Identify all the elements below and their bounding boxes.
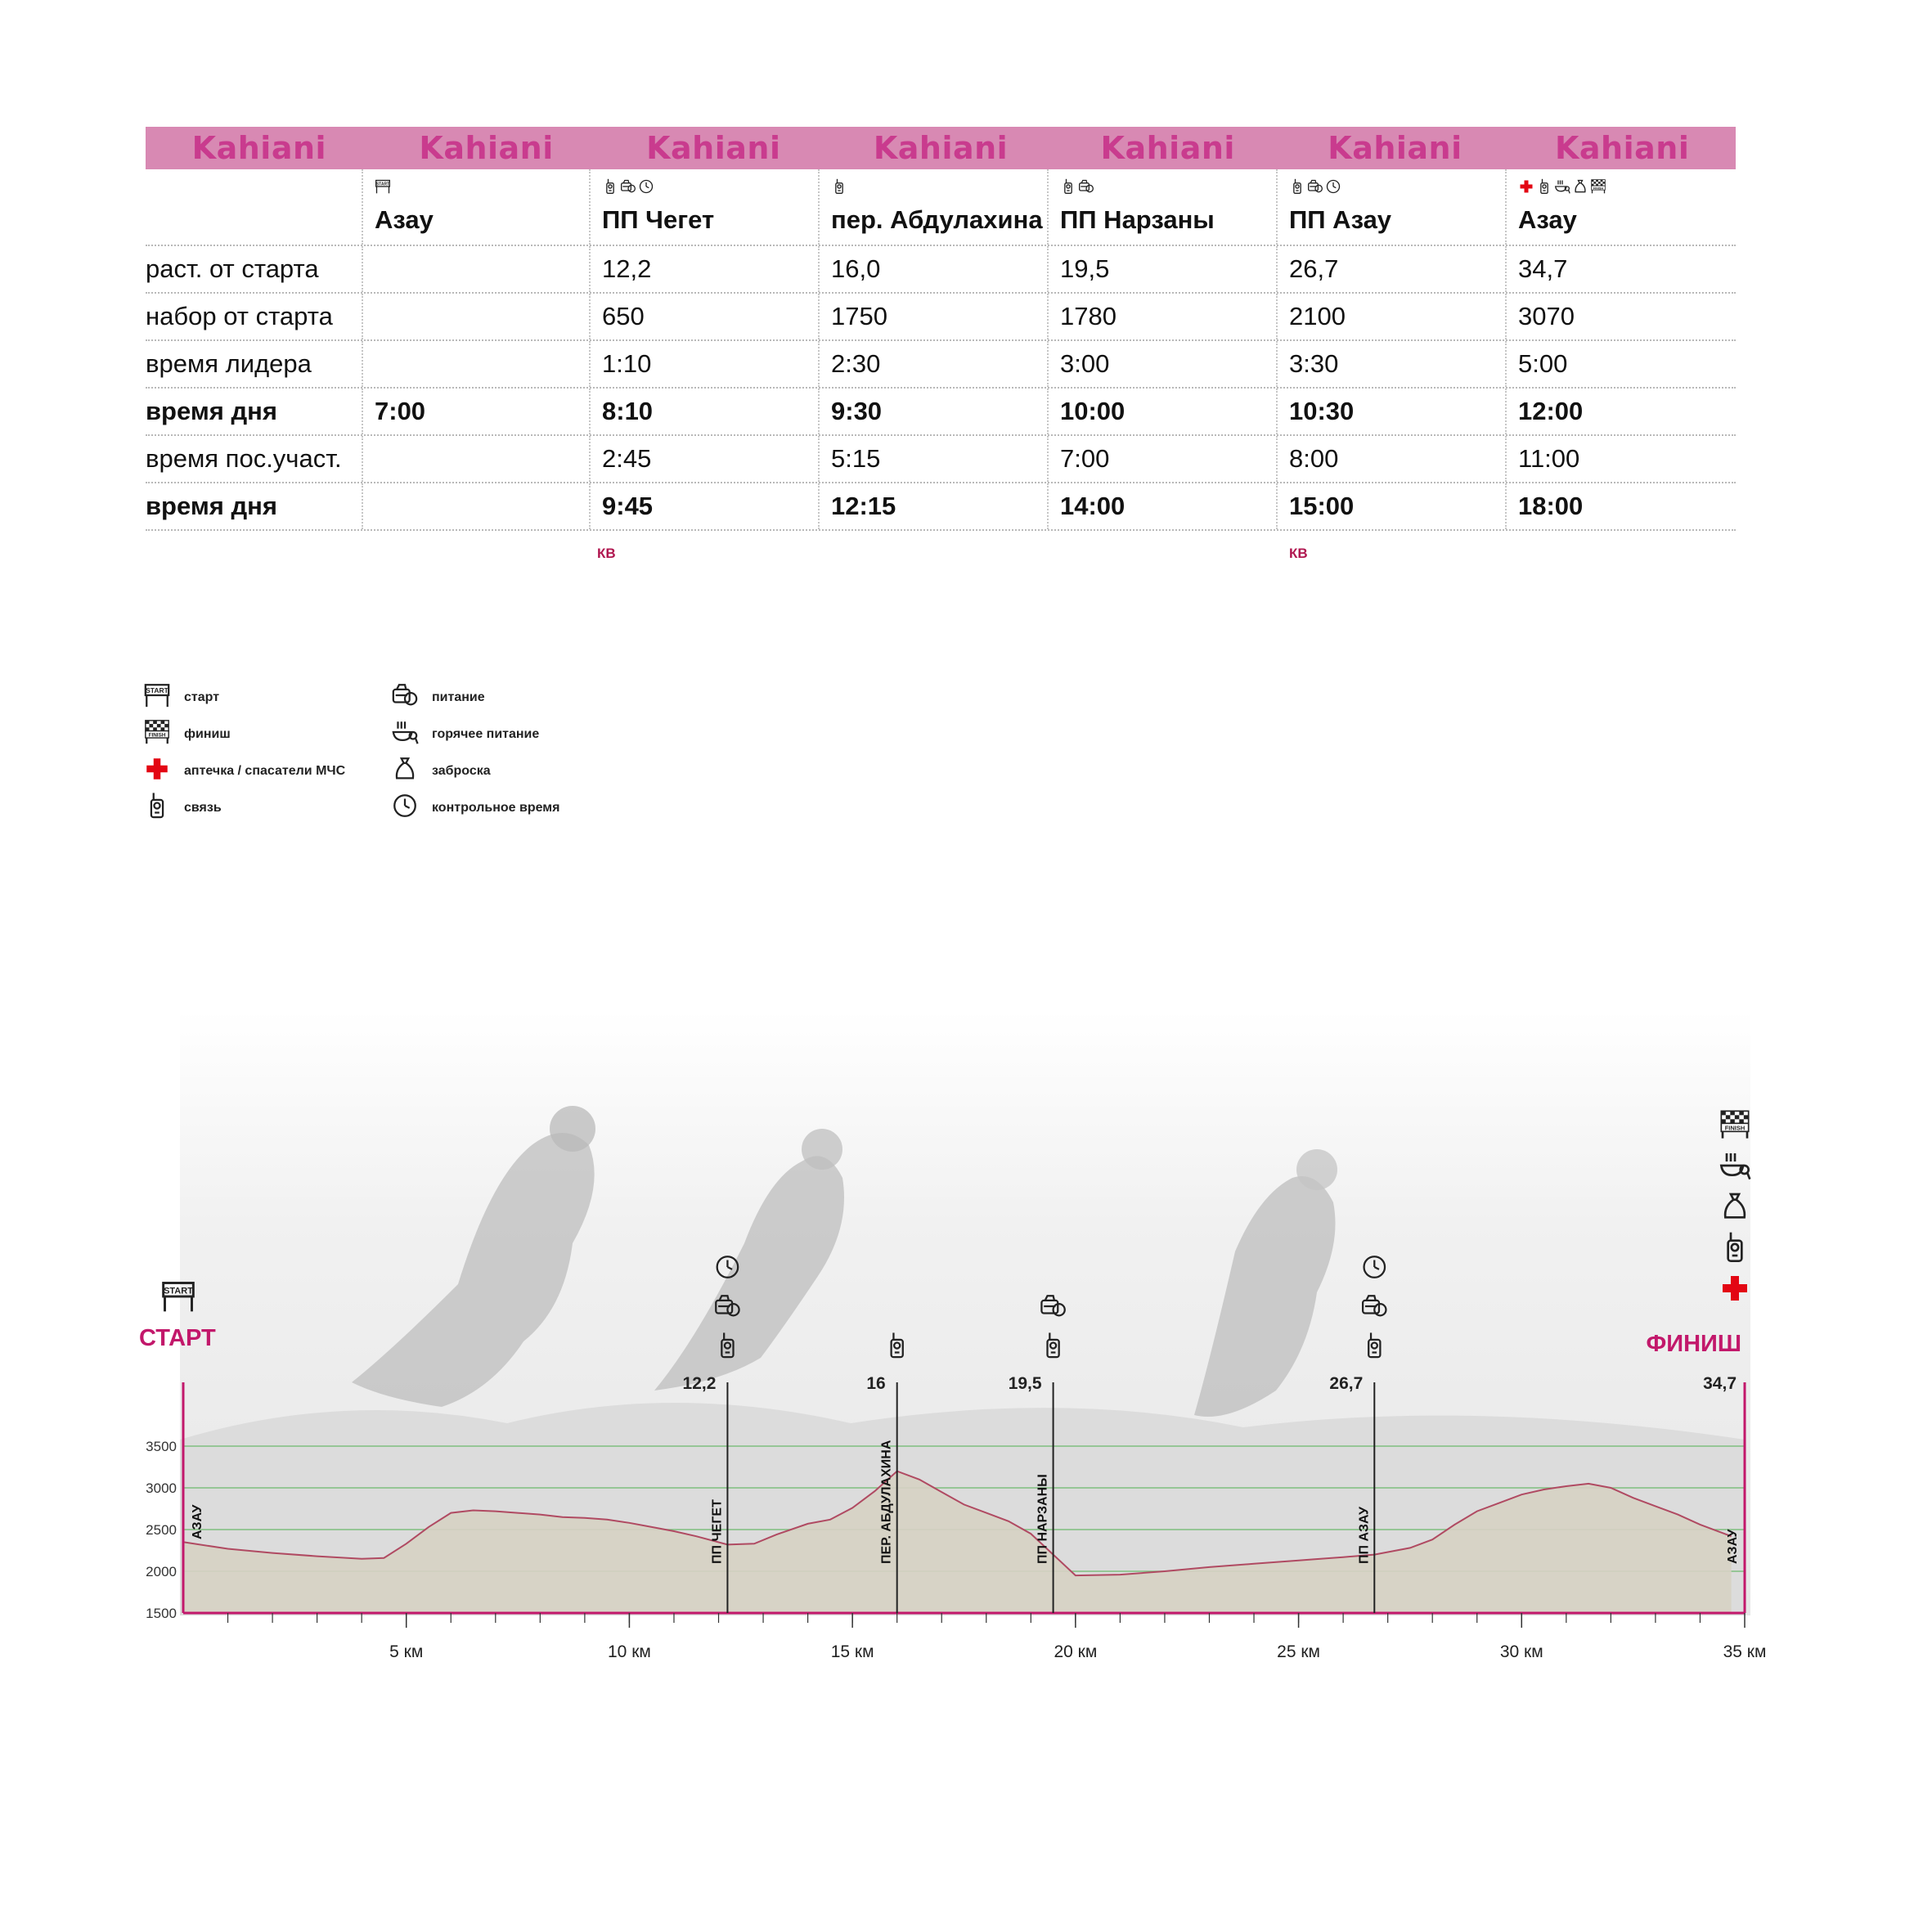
kv-mark: КВ — [597, 546, 616, 561]
legend-label: заброска — [432, 763, 491, 778]
table-cell: 10:30 — [1278, 389, 1507, 434]
svg-text:FINISH: FINISH — [148, 732, 166, 739]
table-cell: 11:00 — [1518, 444, 1580, 473]
kv-mark: КВ — [1289, 546, 1308, 561]
x-tick-label: 35 км — [1723, 1642, 1767, 1661]
x-tick-label: 15 км — [830, 1642, 874, 1661]
checkpoint-name: ПП ЧЕГЕТ — [710, 1499, 725, 1564]
table-cell: 9:30 — [820, 389, 1049, 434]
row-label: набор от старта — [146, 294, 363, 339]
svg-text:START: START — [164, 1286, 193, 1296]
brand-label: Kahiani — [1554, 130, 1690, 166]
legend-label: связь — [184, 800, 222, 815]
legend-label: горячее питание — [432, 726, 540, 741]
table-cell: 1:10 — [591, 341, 820, 387]
runner-head — [802, 1129, 842, 1170]
table-cell: 2:45 — [591, 436, 820, 482]
x-tick-label: 25 км — [1277, 1642, 1320, 1661]
checkpoint-km-label: 16 — [866, 1374, 886, 1393]
table-cell: 12,2 — [591, 246, 820, 292]
table-cell: 15:00 — [1278, 483, 1507, 529]
table-cell: 2100 — [1278, 294, 1507, 339]
table-cell: 7:00 — [363, 389, 591, 434]
point-name: ПП Азау — [1289, 205, 1392, 234]
table-cell: 2:30 — [820, 341, 1049, 387]
finish-label: ФИНИШ — [1646, 1331, 1741, 1357]
table-cell: 16,0 — [820, 246, 1049, 292]
table-cell: 7:00 — [1049, 436, 1278, 482]
y-tick-label: 2500 — [146, 1522, 177, 1538]
row-label: время дня — [146, 483, 363, 529]
point-name: Азау — [375, 205, 434, 234]
table-cell: 18:00 — [1518, 492, 1584, 520]
row-label: время лидера — [146, 341, 363, 387]
row-label: время дня — [146, 389, 363, 434]
point-name: ПП Нарзаны — [1060, 205, 1215, 234]
table-cell: 1750 — [820, 294, 1049, 339]
runner-head — [1296, 1149, 1337, 1190]
table-cell: 14:00 — [1049, 483, 1278, 529]
brand-label: Kahiani — [1328, 130, 1462, 166]
table-cell: 3070 — [1518, 302, 1575, 330]
table-cell: 5:00 — [1518, 349, 1568, 378]
table-cell: 19,5 — [1049, 246, 1278, 292]
brand-label: Kahiani — [191, 130, 327, 166]
checkpoint-km-label: 26,7 — [1329, 1374, 1364, 1393]
table-cell: 12:00 — [1518, 397, 1584, 425]
legend-label: старт — [184, 690, 220, 704]
svg-text:START: START — [375, 182, 390, 187]
y-tick-label: 3500 — [146, 1439, 177, 1454]
checkpoint-km-label: 12,2 — [682, 1374, 717, 1393]
table-cell: 3:00 — [1049, 341, 1278, 387]
legend-label: аптечка / спасатели МЧС — [184, 763, 346, 778]
checkpoint-name: ПЕР. АБДУЛАХИНА — [879, 1440, 894, 1564]
checkpoint-name: ПП АЗАУ — [1357, 1507, 1372, 1564]
legend-label: финиш — [184, 726, 231, 741]
legend-label: питание — [432, 690, 485, 704]
table-cell: 8:00 — [1278, 436, 1507, 482]
svg-text:FINISH: FINISH — [1724, 1124, 1746, 1132]
point-name: пер. Абдулахина — [831, 205, 1043, 234]
start-name: АЗАУ — [191, 1504, 204, 1539]
table-cell: 3:30 — [1278, 341, 1507, 387]
y-tick-label: 2000 — [146, 1564, 177, 1579]
table-cell: 9:45 — [591, 483, 820, 529]
checkpoint-name: ПП НАРЗАНЫ — [1036, 1474, 1050, 1564]
svg-text:START: START — [146, 686, 168, 695]
y-tick-label: 1500 — [146, 1606, 177, 1621]
x-tick-label: 5 км — [389, 1642, 424, 1661]
x-tick-label: 10 км — [608, 1642, 651, 1661]
finish-name: АЗАУ — [1726, 1529, 1740, 1564]
checkpoint-km-label: 19,5 — [1008, 1374, 1042, 1393]
finish-km-label: 34,7 — [1703, 1374, 1737, 1393]
table-cell: 26,7 — [1278, 246, 1507, 292]
runner-head — [550, 1106, 595, 1152]
table-cell: 5:15 — [820, 436, 1049, 482]
table-cell: 34,7 — [1518, 254, 1568, 283]
brand-label: Kahiani — [1100, 130, 1235, 166]
row-label: время пос.участ. — [146, 436, 363, 482]
x-tick-label: 30 км — [1499, 1642, 1543, 1661]
brand-label: Kahiani — [873, 130, 1009, 166]
point-name: ПП Чегет — [602, 205, 715, 234]
svg-text:FINISH: FINISH — [1593, 186, 1604, 191]
point-name: Азау — [1518, 205, 1577, 234]
table-cell: 650 — [591, 294, 820, 339]
brand-label: Kahiani — [646, 130, 781, 166]
legend-label: контрольное время — [432, 800, 560, 815]
table-cell: 10:00 — [1049, 389, 1278, 434]
table-cell: 12:15 — [820, 483, 1049, 529]
table-cell: 8:10 — [591, 389, 820, 434]
brand-label: Kahiani — [419, 130, 554, 166]
table-cell: 1780 — [1049, 294, 1278, 339]
row-label: раст. от старта — [146, 246, 363, 292]
start-label: СТАРТ — [139, 1325, 216, 1351]
y-tick-label: 3000 — [146, 1480, 177, 1496]
x-tick-label: 20 км — [1054, 1642, 1098, 1661]
